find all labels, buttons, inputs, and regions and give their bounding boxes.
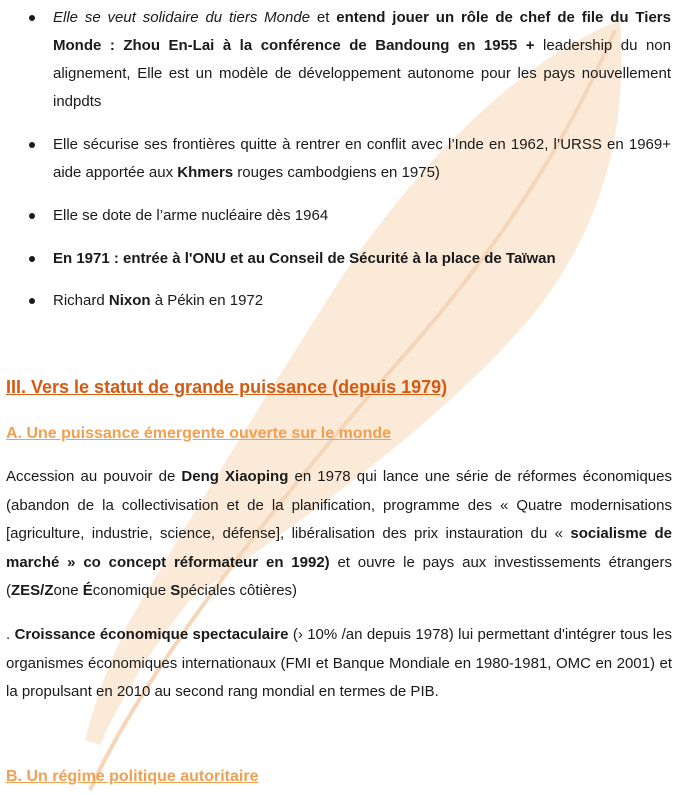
text-run: one <box>53 582 83 599</box>
paragraph-deng-xiaoping <box>6 463 672 606</box>
bullet-dot <box>29 142 35 148</box>
bullet-item <box>53 245 671 273</box>
text-run: Elle se dote de l’arme nucléaire dès 1964 <box>53 207 329 224</box>
text-run: ZES/Z <box>11 582 54 599</box>
text-run: entend jouer un rôle de chef de file du Tiers Monde : Zhou En-Lai à la conférence de Bandoung en 1955 + <box>53 9 671 54</box>
text-run: et <box>310 9 337 26</box>
text-run: . <box>6 626 15 643</box>
text-run: Deng Xiaoping <box>181 468 289 485</box>
text-run: En 1971 : entrée à l'ONU et au Conseil de Sécurité à la place de Taïwan <box>53 250 556 267</box>
bullet-text <box>53 4 671 116</box>
text-run: (› 10% /an depuis 1978) lui permettant d'intégrer tous les organismes économiques internationaux (FMI et Banque Mondiale en 1980-1981, OMC en 2001) et la propulsant en 2010 au second rang mondial en termes de PIB. <box>6 626 672 700</box>
bullet-item <box>53 4 671 116</box>
section-heading-iii: III. Vers le statut de grande puissance (depuis 1979) <box>6 377 448 397</box>
text-run: Elle se veut solidaire du tiers Monde <box>53 9 311 26</box>
bullet-item <box>53 202 671 230</box>
text-run: conomique <box>92 582 171 599</box>
text-run: Accession au pouvoir de <box>6 468 182 485</box>
text-run: Richard <box>53 292 109 309</box>
bullet-item <box>53 131 671 187</box>
text-run: S <box>170 582 181 599</box>
text-run: Elle sécurise ses frontières quitte à rentrer en conflit avec l’Inde en 1962, l’URSS en 1969+ aide apportée aux <box>53 136 671 181</box>
text-run: péciales côtières) <box>180 582 298 599</box>
text-run: en 1978 qui lance une série de réformes économiques (abandon de la collectivisation et de la planification, programme des « Quatre modernisations [agriculture, industrie, science, défense], libéralisation des prix instauration du « <box>6 468 672 542</box>
text-run: leadership du non alignement, Elle est un modèle de développement autonome pour les pays nouvellement indpdts <box>53 37 671 110</box>
bullet-text <box>53 131 671 187</box>
bullet-dot <box>29 256 35 262</box>
bullet-dot <box>29 298 35 304</box>
text-run: Nixon <box>108 292 151 309</box>
subsection-heading-a: A. Une puissance émergente ouverte sur le monde <box>6 425 392 442</box>
subsection-heading-b: B. Un régime politique autoritaire <box>6 768 259 785</box>
text-run: socialisme de marché » co concept réformateur en 1992) <box>6 525 672 571</box>
text-run: à Pékin en 1972 <box>150 292 264 309</box>
text-run: rouges cambodgiens en 1975) <box>233 164 440 181</box>
bullet-dot <box>29 213 35 219</box>
text-run: Croissance économique spectaculaire <box>14 626 289 643</box>
text-run: et ouvre le pays aux investissements étrangers ( <box>6 553 672 599</box>
bullet-item <box>53 287 671 315</box>
text-run: Khmers <box>177 164 234 181</box>
bullet-dot <box>29 15 35 21</box>
paragraph-croissance <box>6 621 672 707</box>
text-run: É <box>82 582 93 599</box>
